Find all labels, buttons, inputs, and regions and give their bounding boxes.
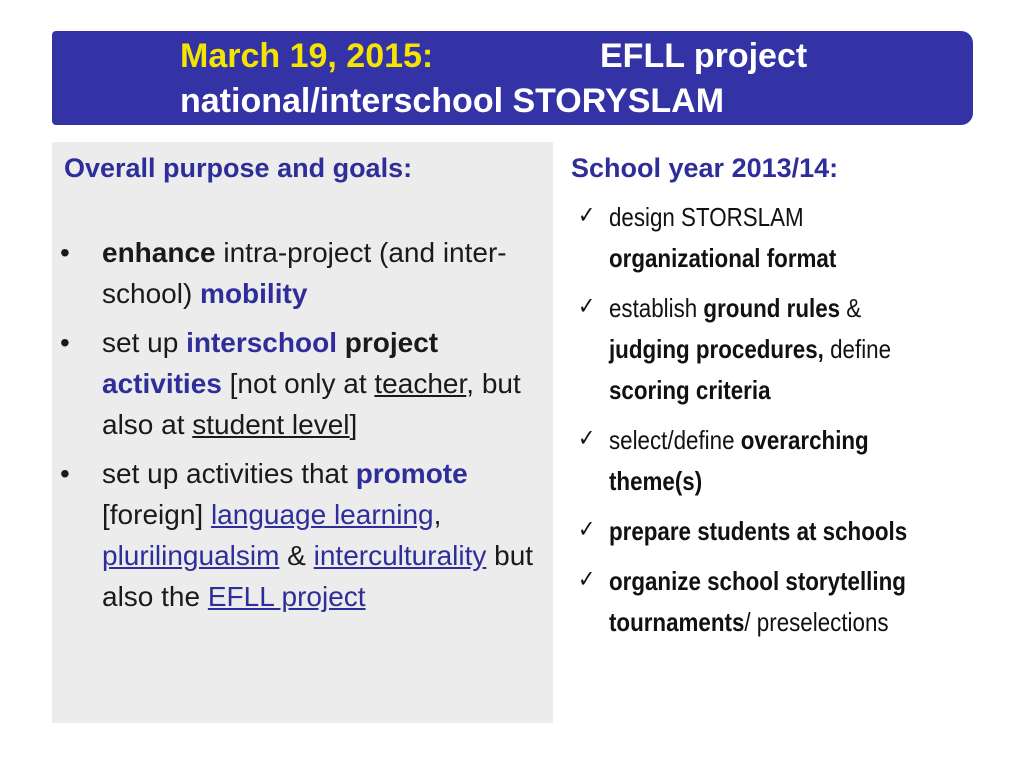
- tasks-list: [578, 197, 939, 643]
- slide-title: [180, 34, 807, 124]
- task-text: &: [840, 293, 862, 323]
- task-bold: ground rules: [703, 293, 841, 323]
- task-text: define: [823, 334, 892, 364]
- task-bold: prepare students at schools: [608, 516, 908, 546]
- goal-text: set up: [102, 327, 187, 358]
- underlined-student-level: student level: [192, 409, 350, 440]
- keyword-mobility: mobility: [200, 278, 308, 309]
- checkmark-icon: ✓: [578, 515, 596, 543]
- link-language-learning[interactable]: language learning: [210, 499, 434, 530]
- list-item: [578, 197, 939, 279]
- list-item: [60, 322, 540, 445]
- task-text: design STORSLAM: [608, 202, 804, 232]
- goal-text: [337, 327, 345, 358]
- checkmark-icon: ✓: [578, 201, 596, 229]
- task-bold: organize school storytelling tournaments: [608, 566, 906, 637]
- checkmark-icon: ✓: [578, 292, 596, 320]
- task-text: establish: [608, 293, 704, 323]
- goal-text: [foreign]: [102, 499, 211, 530]
- list-item: [60, 232, 540, 314]
- task-text: select/define: [608, 425, 741, 455]
- task-bold: organizational format: [608, 243, 837, 273]
- checkmark-icon: ✓: [578, 565, 596, 593]
- goal-text: [not only at: [221, 368, 375, 399]
- task-bold: judging procedures,: [608, 334, 824, 364]
- title-date: March 19, 2015:: [180, 37, 434, 75]
- goal-text: ]: [349, 409, 358, 440]
- list-item: [578, 288, 939, 411]
- task-text: / preselections: [744, 607, 889, 637]
- checkmark-icon: ✓: [578, 424, 596, 452]
- list-item: [578, 561, 939, 643]
- goal-text: set up activities that: [102, 458, 356, 489]
- goal-text: ,: [433, 499, 442, 530]
- goal-text: &: [279, 540, 314, 571]
- bullet-icon: •: [60, 327, 70, 358]
- list-item: [578, 511, 939, 552]
- goals-heading: Overall purpose and goals:: [64, 153, 413, 183]
- keyword-interschool: interschool: [186, 327, 337, 358]
- keyword-project: project: [344, 327, 439, 358]
- keyword-promote: promote: [355, 458, 468, 489]
- task-bold: scoring criteria: [608, 375, 771, 405]
- bullet-icon: •: [60, 458, 70, 489]
- goal-text: , but also at: [102, 368, 521, 440]
- school-year-heading: School year 2013/14:: [571, 153, 839, 183]
- underlined-teacher: teacher: [374, 368, 467, 399]
- bullet-icon: •: [60, 237, 70, 268]
- title-project: EFLL project: [600, 37, 808, 75]
- keyword-activities: activities: [102, 368, 222, 399]
- task-bold: overarching theme(s): [608, 425, 869, 496]
- link-interculturality[interactable]: interculturality: [313, 540, 487, 571]
- link-plurilingualism[interactable]: plurilingualsim: [102, 540, 280, 571]
- keyword-enhance: enhance: [102, 237, 216, 268]
- goal-text: but also the: [102, 540, 534, 612]
- list-item: [578, 420, 939, 502]
- goal-text: intra-project (and inter-school): [102, 237, 507, 309]
- goals-list: [60, 232, 540, 617]
- list-item: [60, 453, 540, 617]
- title-line2: national/interschool STORYSLAM: [180, 82, 725, 120]
- link-efll-project[interactable]: EFLL project: [207, 581, 366, 612]
